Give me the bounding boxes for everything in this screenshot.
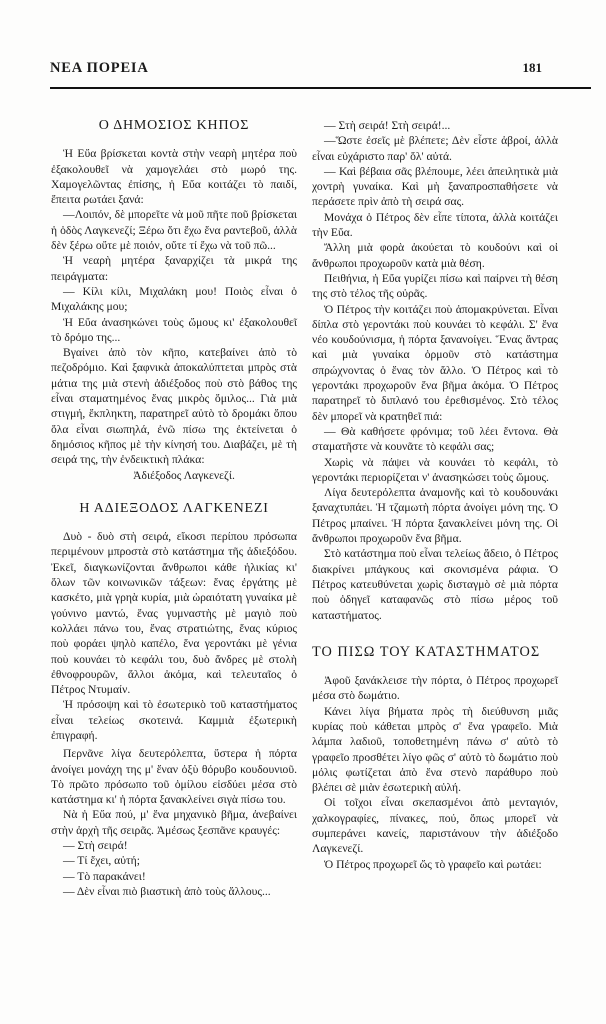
paragraph: Ἡ Εὔα ἀνασηκώνει τοὺς ὤμους κι' ἐξακολουθεῖ τὸ δρόμο της...	[51, 315, 297, 344]
paragraph: Στὸ κατάστημα ποὺ εἶναι τελείως ἄδειο, ὁ Πέτρος διακρίνει μπάγκους καὶ σκονισμένα ράφια. Ὁ Πέτρος κατευθύνεται χωρὶς δισταγμὸ σὲ μιὰ πόρτα ποὺ ὁδηγεῖ καταφανῶς στὸ πίσω μέρος τοῦ καταστήματος.	[312, 547, 558, 622]
page-number: 181	[522, 60, 542, 75]
left-column	[51, 118, 297, 899]
paragraph: — Στὴ σειρά!	[63, 839, 128, 853]
journal-title: ΝΕΑ ΠΟΡΕΙΑ	[50, 60, 149, 76]
paragraph: Μονάχα ὁ Πέτρος δὲν εἶπε τίποτα, ἀλλὰ κοιτάζει τὴν Εὔα.	[312, 210, 558, 240]
paragraph: Ἡ νεαρὴ μητέρα ξαναρχίζει τὰ μικρά της πειράγματα:	[51, 254, 297, 283]
paragraph: Ὁ Πέτρος προχωρεῖ ὥς τὸ γραφεῖο καὶ ρωτάει:	[324, 857, 542, 871]
section-title-dead-end: Η ΑΔΙΕΞΟΔΟΣ ΛΑΓΚΕΝΕΖΙ	[79, 500, 269, 516]
paragraph: —Λοιπόν, δὲ μπορεῖτε νὰ μοῦ πῆτε ποῦ βρίσκεται ἡ ὁδὸς Λαγκενεζί; Ξέρω ὅτι ἔχω ἕνα ραντεβοῦ, ἀλλὰ δὲν ξέρω οὔτε μὲ ποιόν, οὔτε τί ἔχω νὰ τοῦ πῶ...	[51, 208, 298, 253]
header-rule	[50, 87, 591, 89]
paragraph: Βγαίνει ἀπὸ τὸν κῆπο, κατεβαίνει ἀπὸ τὸ πεζοδρόμιο. Καὶ ξαφνικὰ ἀποκαλύπτεται μπρὸς στὰ μάτια της μιὰ στενὴ ἀδιέξοδος ποὺ στὸ βάθος της εἶναι σταματημένος ἕνας μικρὸς ὅμιλος... Γιὰ μιὰ στιγμή, ἔκπληκτη, παρατηρεῖ αὐτὸ τὸ δρομάκι ὅπου ὅλα εἶναι σιωπηλά, ἐνῶ πίσω της ἐκτείνεται ὁ δημόσιος κῆπος μὲ τὴν κίνησή του. Διαβάζει, μὲ τὴ σειρά της, τὴν ἐνδεικτικὴ πλάκα:	[51, 346, 297, 467]
paragraph: Χωρὶς νὰ πάψει νὰ κουνάει τὸ κεφάλι, τὸ γεροντάκι περιορίζεται ν' ἀνασηκώσει τοὺς ὤμους.	[312, 455, 558, 484]
page-header	[50, 60, 542, 78]
paragraph: Ἡ Εὔα βρίσκεται κοντὰ στὴν νεαρὴ μητέρα ποὺ ἐξακολουθεῖ νὰ χαμογελάει στὸ μωρό της. Χαμογελῶντας ἐπίσης, ἡ Εὔα κοιτάζει τὸ παιδί, ἔπειτα ρωτάει ξανά:	[51, 147, 297, 207]
paragraph: — Καὶ βέβαια σᾶς βλέπουμε, λέει ἀπειλητικὰ μιὰ χοντρὴ γυναίκα. Καὶ μὴ ξαναπροσπαθήσετε νὰ περάσετε πρὶν ἀπὸ τὴ σειρά σας.	[312, 164, 558, 209]
paragraph: Περνᾶνε λίγα δευτερόλεπτα, ὕστερα ἡ πόρτα ἀνοίγει μονάχη της μ' ἕναν ὀξὺ θόρυβο κουδουνιοῦ. Τὸ πρῶτο πρόσωπο τοῦ ὁμίλου εἰσδύει μέσα στὸ κατάστημα κι' ἡ πόρτα ξανακλείνει σιγὰ πίσω του.	[51, 747, 297, 807]
right-column	[312, 118, 558, 872]
paragraph: — Τὸ παρακάνει!	[63, 869, 146, 883]
paragraph: Δυὸ - δυὸ στὴ σειρά, εἴκοσι περίπου πρόσωπα περιμένουν μπροστὰ στὸ κατάστημα τῆς ἀδιεξόδου. Ἐκεῖ, διαγκωνίζονται ἄνθρωποι κάθε ἡλικίας κι' ὅλων τῶν κοινωνικῶν τάξεων: ἕνας ἐργάτης μὲ κασκέτο, μιὰ γρηὰ κυρία, μιὰ ὡραιότατη γυναίκα μὲ γούνινο μαντώ, ἕνας γυμναστὴς μὲ μαγιὸ ποὺ κολλάει πάνω του, ἕνας στρατιώτης, ἕνας κύριος ποὺ φοράει ψηλὸ καπέλο, ἕνα γεροντάκι μὲ γένια ποὺ κουνάει τὸ κεφάλι του, δυὸ ἄνδρες μὲ στολὴ ἐθνοφρουρῶν, ἄλλοι ἀκόμα, καὶ τελευταῖος ὁ Πέτρος Ντυμαίν.	[51, 530, 297, 697]
paragraph: Ἄλλη μιὰ φορὰ ἀκούεται τὸ κουδούνι καὶ οἱ ἄνθρωποι προχωροῦν κατὰ μιὰ θέση.	[312, 241, 558, 270]
paragraph: Κάνει λίγα βήματα πρὸς τὴ διεύθυνση μιᾶς κυρίας ποὺ κάθεται μπρὸς σ' ἕνα γραφεῖο. Μιὰ λάμπα λαδιοῦ, τοποθετημένη πάνω σ' αὐτὸ τὸ γραφεῖο προσθέτει λίγο φῶς σ' αὐτὸ τὸ δωμάτιο ποὺ μόλις φωτίζεται ἀπὸ ἕνα στενὸ παράθυρο ποὺ βλέπει σὲ μιὰν ἐσωτερικὴ αὐλή.	[312, 704, 558, 795]
paragraph: Πειθήνια, ἡ Εὔα γυρίζει πίσω καὶ παίρνει τὴ θέση της στὸ τέλος τῆς οὐρᾶς.	[312, 271, 558, 301]
section-title-shop-back: ΤΟ ΠΙΣΩ ΤΟΥ ΚΑΤΑΣΤΗΜΑΤΟΣ	[312, 643, 541, 660]
paragraph: Ἡ πρόσοψη καὶ τὸ ἐσωτερικὸ τοῦ καταστήματος εἶναι τελείως σκοτεινά. Καμμιὰ ἐξωτερικὴ ἐπιγραφή.	[51, 698, 297, 742]
sign-text: Ἀδιέξοδος Λαγκενεζί.	[133, 468, 235, 482]
paragraph: Ἀφοῦ ξανάκλεισε τὴν πόρτα, ὁ Πέτρος προχωρεῖ μέσα στὸ δωμάτιο.	[312, 674, 558, 703]
paragraph: — Τί ἔχει, αὐτή;	[63, 854, 140, 868]
paragraph: Ὁ Πέτρος τὴν κοιτάζει ποὺ ἀπομακρύνεται. Εἶναι δίπλα στὸ γεροντάκι ποὺ κουνάει τὸ κεφάλι. Σ' ἕνα νέο κουδούνισμα, ἡ πόρτα ξανανοίγει. Ἕνας ἄντρας καὶ μιὰ γυναίκα ὁρμοῦν στὸ κατάστημα σπρώχνοντας ὁ ἕνας τὸν ἄλλο. Ὁ Πέτρος καὶ τὸ γεροντάκι προχωροῦν ἕνα βῆμα ἀκόμα. Ὁ Πέτρος παρατηρεῖ τὸ διπλανό του ἐρεθισμένος. Στὸ τέλος δὲν μπορεῖ νὰ κρατηθεῖ πιά:	[312, 302, 558, 423]
paragraph: Νὰ ἡ Εὔα πού, μ' ἕνα μηχανικὸ βῆμα, ἀνεβαίνει στὴν ἀρχὴ τῆς σειρᾶς. Ἀμέσως ξεσπᾶνε κραυγές:	[51, 808, 297, 837]
paragraph: —Ὥστε ἐσεῖς μὲ βλέπετε; Δὲν εἶστε ἀβροί, ἀλλὰ εἶναι εὐχάριστο παρ' ὅλ' αὐτά.	[312, 134, 558, 163]
paragraph: Λίγα δευτερόλεπτα ἀναμονῆς καὶ τὸ κουδουνάκι ξαναχτυπάει. Ἡ τζαμωτὴ πόρτα ἀνοίγει μόνη της. Ὁ Πέτρος μπαίνει. Ἡ πόρτα ξανακλείνει μόνη της. Οἱ ἄνθρωποι προχωροῦν ἕνα βῆμα.	[312, 486, 558, 546]
paragraph: — Στὴ σειρά! Στὴ σειρά!...	[324, 119, 451, 132]
paragraph: — Δὲν εἶναι πιὸ βιαστικὴ ἀπὸ τοὺς ἄλλους...	[63, 884, 271, 898]
paragraph: — Θὰ καθήσετε φρόνιμα; τοῦ λέει ἔντονα. Θὰ σταματῆστε νὰ κουνᾶτε τὸ κεφάλι σας;	[312, 424, 558, 454]
paragraph: — Κίλι κίλι, Μιχαλάκη μου! Ποιὸς εἶναι ὁ Μιχαλάκης μου;	[51, 284, 297, 314]
section-title-public-garden: Ο ΔΗΜΟΣΙΟΣ ΚΗΠΟΣ	[98, 118, 250, 133]
paragraph: Οἱ τοῖχοι εἶναι σκεπασμένοι ἀπὸ μενταγιόν, χαλκογραφίες, πίνακες, πού, ὅπως μπορεῖ νὰ συμπεράνει κανείς, παριστάνουν τὴν ἀδιέξοδο Λαγκενεζί.	[312, 796, 558, 856]
